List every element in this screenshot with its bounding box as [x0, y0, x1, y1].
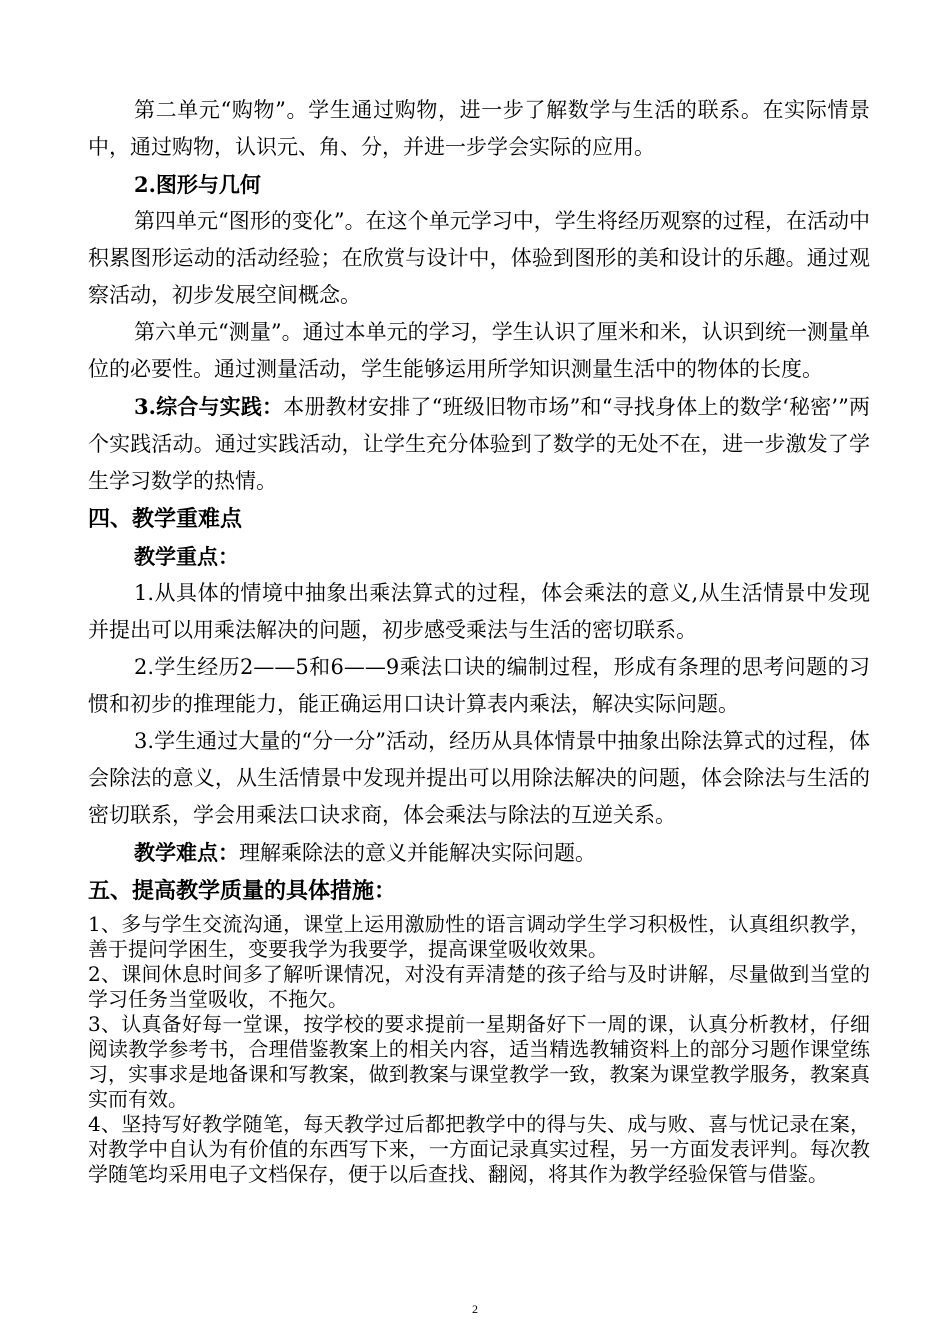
- section4-heading: 四、教学重难点: [88, 506, 243, 532]
- section5-heading: 五、提高教学质量的具体措施：: [88, 878, 397, 904]
- difficulty-paragraph: [88, 834, 870, 872]
- unit6-paragraph: 第六单元“测量”。通过本单元的学习，学生认识了厘米和米，认识到统一测量单位的必要性。通过测量活动，学生能够运用所学知识测量生活中的物体的长度。: [88, 320, 870, 381]
- practice-label: 3.综合与实践：: [134, 394, 284, 419]
- measure-item-1: 1、多与学生交流沟通，课堂上运用激励性的语言调动学生学习积极性，认真组织教学，善于提问学困生，变要我学为我要学，提高课堂吸收效果。: [88, 912, 870, 961]
- document-page: [88, 92, 870, 1187]
- measure-item-2: 2、课间休息时间多了解听课情况，对没有弄清楚的孩子给与及时讲解，尽量做到当堂的学习任务当堂吸收，不拖欠。: [88, 962, 870, 1011]
- measures-list: [88, 912, 870, 1187]
- difficulty-label: 教学难点：: [134, 840, 239, 865]
- focus-label: 教学重点：: [134, 544, 239, 569]
- measure-item-4: 4、坚持写好教学随笔，每天教学过后都把教学中的得与失、成与败、喜与忧记录在案，对教学中自认为有价值的东西写下来，一方面记录真实过程，另一方面发表评判。每次教学随笔均采用电子文档保存，便于以后查找、翻阅，将其作为教学经验保管与借鉴。: [88, 1112, 870, 1186]
- difficulty-text: 理解乘除法的意义并能解决实际问题。: [239, 841, 596, 865]
- practice-text: 本册教材安排了“班级旧物市场”和“寻找身体上的数学‘秘密’”两个实践活动。通过实践活动，让学生充分体验到了数学的无处不在，进一步激发了学生学习数学的热情。: [88, 395, 870, 493]
- practice-paragraph: [88, 388, 870, 500]
- focus-point-1: 1.从具体的情境中抽象出乘法算式的过程，体会乘法的意义,从生活情景中发现并提出可以用乘法解决的问题，初步感受乘法与生活的密切联系。: [88, 581, 870, 642]
- page-number: 2: [472, 1302, 478, 1316]
- unit4-paragraph: 第四单元“图形的变化”。在这个单元学习中，学生将经历观察的过程，在活动中积累图形运动的活动经验；在欣赏与设计中，体验到图形的美和设计的乐趣。通过观察活动，初步发展空间概念。: [88, 209, 870, 307]
- unit2-paragraph: 第二单元“购物”。学生通过购物，进一步了解数学与生活的联系。在实际情景中，通过购物，认识元、角、分，并进一步学会实际的应用。: [88, 98, 870, 159]
- measure-item-3: 3、认真备好每一堂课，按学校的要求提前一星期备好下一周的课，认真分析教材，仔细阅读教学参考书，合理借鉴教案上的相关内容，适当精选教辅资料上的部分习题作课堂练习，实事求是地备课和写教案，做到教案与课堂教学一致，教案为课堂教学服务，教案真实而有效。: [88, 1012, 870, 1111]
- focus-point-3: 3.学生通过大量的“分一分”活动，经历从具体情景中抽象出除法算式的过程，体会除法的意义，从生活情景中发现并提出可以用除法解决的问题，体会除法与生活的密切联系，学会用乘法口诀求商，体会乘法与除法的互逆关系。: [88, 729, 870, 827]
- geometry-heading: 2.图形与几何: [134, 172, 261, 197]
- focus-point-2: 2.学生经历2——5和6——9乘法口诀的编制过程，形成有条理的思考问题的习惯和初步的推理能力，能正确运用口诀计算表内乘法，解决实际问题。: [88, 655, 870, 716]
